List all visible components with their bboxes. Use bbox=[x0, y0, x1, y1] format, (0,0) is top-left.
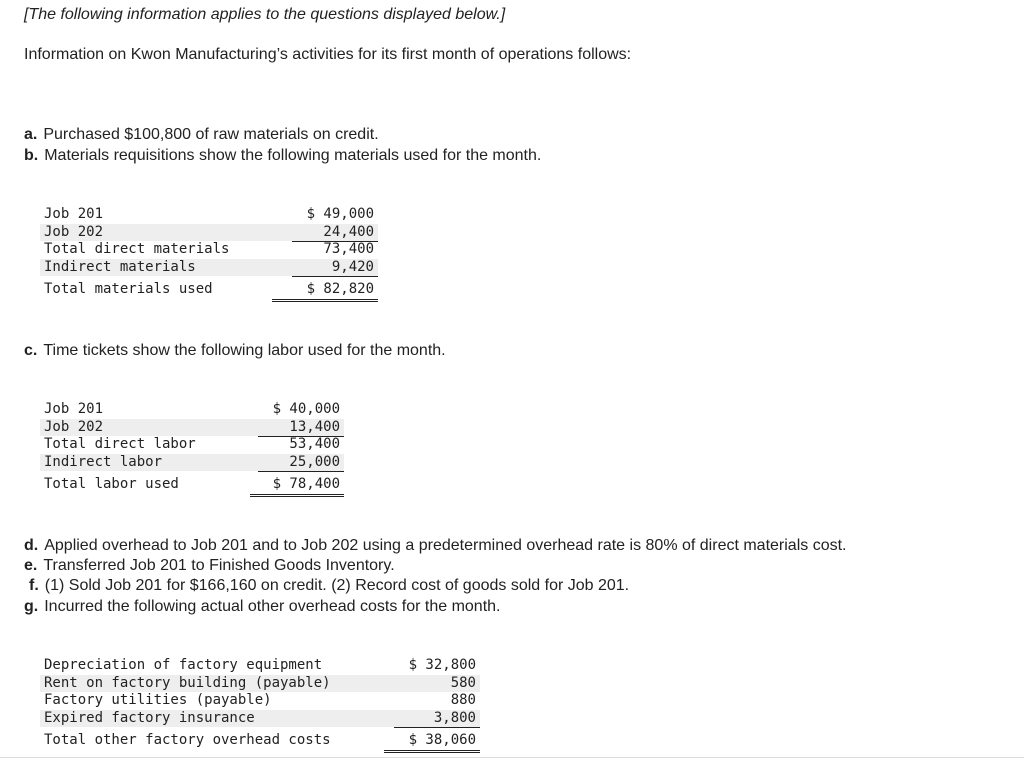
row-amount: $ 40,000 bbox=[272, 401, 340, 417]
row-label: Job 202 bbox=[44, 418, 104, 435]
row-label: Factory utilities (payable) bbox=[44, 692, 272, 708]
row-amount: $ 78,400 bbox=[250, 476, 344, 497]
table-row bbox=[40, 692, 480, 710]
row-label: Total other factory overhead costs bbox=[44, 732, 331, 748]
item-a-letter: a. bbox=[24, 126, 38, 143]
row-label: Depreciation of factory equipment bbox=[44, 657, 323, 673]
table-row bbox=[40, 259, 378, 277]
item-b-letter: b. bbox=[24, 147, 39, 164]
table-row bbox=[40, 675, 480, 693]
item-c-text: Time tickets show the following labor used for the month. bbox=[43, 342, 446, 359]
row-amount: 9,420 bbox=[292, 259, 378, 278]
table-row bbox=[40, 454, 344, 472]
item-c bbox=[24, 342, 446, 360]
row-amount: 3,800 bbox=[394, 710, 480, 729]
table-row bbox=[40, 401, 344, 419]
row-amount: $ 38,060 bbox=[384, 732, 480, 753]
row-label: Job 202 bbox=[44, 223, 104, 240]
row-amount: 580 bbox=[450, 674, 476, 691]
row-label: Job 201 bbox=[44, 206, 104, 222]
item-g-letter: g. bbox=[24, 598, 39, 615]
table-row bbox=[40, 710, 480, 728]
item-b-text: Materials requisitions show the following materials used for the month. bbox=[44, 147, 542, 164]
item-g-text: Incurred the following actual other overhead costs for the month. bbox=[44, 598, 501, 615]
table-row bbox=[40, 436, 344, 454]
row-amount: 73,400 bbox=[323, 241, 374, 257]
table-row-total bbox=[40, 281, 378, 299]
table-row-total bbox=[40, 476, 344, 494]
row-amount: 880 bbox=[450, 692, 476, 708]
materials-table bbox=[40, 206, 378, 299]
intro-text: Information on Kwon Manufacturing’s activities for its first month of operations follows: bbox=[24, 46, 632, 63]
item-e-letter: e. bbox=[24, 557, 38, 574]
item-f-text: (1) Sold Job 201 for $166,160 on credit. (2) Record cost of goods sold for Job 201. bbox=[44, 577, 630, 594]
table-row bbox=[40, 206, 378, 224]
row-label: Total direct materials bbox=[44, 241, 230, 257]
row-amount: 13,400 bbox=[258, 419, 344, 438]
row-label: Rent on factory building (payable) bbox=[44, 674, 331, 691]
table-row bbox=[40, 657, 480, 675]
row-label: Indirect materials bbox=[44, 258, 196, 275]
overhead-table bbox=[40, 657, 480, 750]
item-e bbox=[24, 557, 395, 575]
table-row bbox=[40, 241, 378, 259]
row-label: Total materials used bbox=[44, 281, 213, 297]
item-f bbox=[29, 577, 629, 595]
row-label: Total labor used bbox=[44, 476, 179, 492]
row-label: Total direct labor bbox=[44, 436, 196, 452]
item-g bbox=[24, 598, 500, 616]
row-amount: 53,400 bbox=[289, 436, 340, 452]
bottom-divider bbox=[0, 757, 1024, 758]
item-a bbox=[24, 126, 379, 144]
item-a-text: Purchased $100,800 of raw materials on credit. bbox=[43, 126, 379, 143]
item-d-letter: d. bbox=[24, 537, 39, 554]
item-e-text: Transferred Job 201 to Finished Goods Inventory. bbox=[43, 557, 395, 574]
item-c-letter: c. bbox=[24, 342, 38, 359]
row-label: Indirect labor bbox=[44, 453, 163, 470]
item-d-text: Applied overhead to Job 201 and to Job 202 using a predetermined overhead rate is 80% of direct materials cost. bbox=[44, 537, 847, 554]
table-row bbox=[40, 224, 378, 242]
table-row bbox=[40, 419, 344, 437]
row-amount: $ 32,800 bbox=[408, 657, 476, 673]
row-amount: $ 49,000 bbox=[306, 206, 374, 222]
item-d bbox=[24, 537, 847, 555]
row-amount: 24,400 bbox=[292, 224, 378, 243]
item-f-letter: f. bbox=[29, 577, 39, 594]
row-amount: 25,000 bbox=[258, 454, 344, 473]
row-label: Expired factory insurance bbox=[44, 709, 255, 726]
item-b bbox=[24, 147, 541, 165]
labor-table bbox=[40, 401, 344, 494]
row-label: Job 201 bbox=[44, 401, 104, 417]
applies-note: [The following information applies to the questions displayed below.] bbox=[24, 6, 506, 23]
table-row-total bbox=[40, 732, 480, 750]
row-amount: $ 82,820 bbox=[272, 281, 378, 302]
